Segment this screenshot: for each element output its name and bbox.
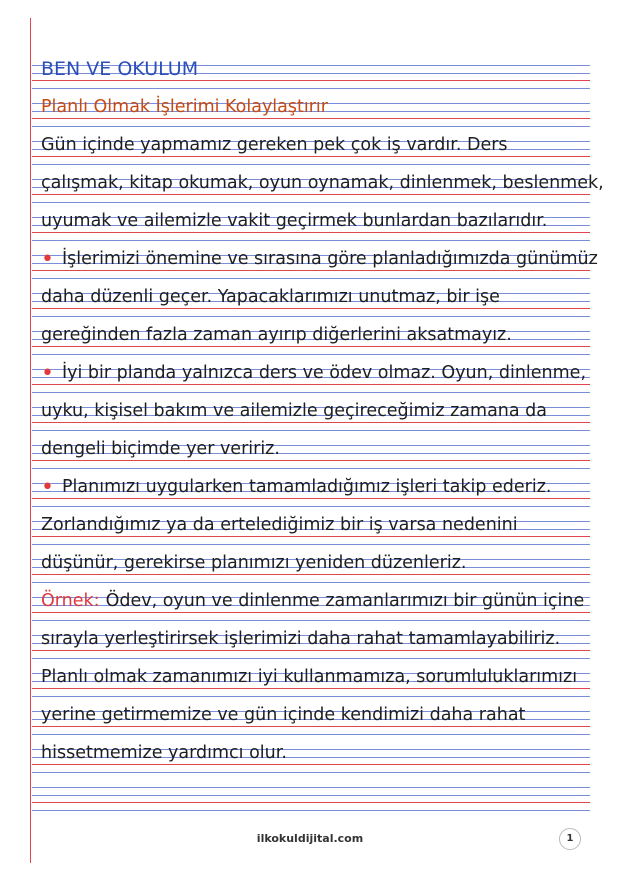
ruling-line-bottom <box>32 620 590 621</box>
example-text: Ödev, oyun ve dinlenme zamanlarımızı bir günün içine <box>105 591 585 611</box>
paragraph-line: sırayla yerleştirirsek işlerimizi daha rahat tamamlayabiliriz. <box>41 629 561 649</box>
ruling-baseline <box>32 80 590 81</box>
ruling-baseline <box>32 688 590 689</box>
ruling-baseline <box>32 802 590 803</box>
bullet-line <box>41 248 601 270</box>
ruling-line-bottom <box>32 354 590 355</box>
ruling-line-bottom <box>32 544 590 545</box>
paragraph-line: hissetmemize yardımcı olur. <box>41 743 287 763</box>
ruling-line-bottom <box>32 316 590 317</box>
paragraph-line: gereğinden fazla zaman ayırıp diğerlerini aksatmayız. <box>41 325 512 345</box>
ruling-line-bottom <box>32 468 590 469</box>
ruling-line-mid <box>32 795 590 796</box>
page-title: BEN VE OKULUM <box>41 58 199 80</box>
paragraph-line: Gün içinde yapmamız gereken pek çok iş vardır. Ders <box>41 135 508 155</box>
paragraph-line: yerine getirmemize ve gün içinde kendimizi daha rahat <box>41 705 526 725</box>
ruling-baseline <box>32 194 590 195</box>
ruling-baseline <box>32 574 590 575</box>
bullet-text: Planımızı uygularken tamamladığımız işleri takip ederiz. <box>61 477 552 497</box>
ruling-baseline <box>32 612 590 613</box>
page-number-badge: 1 <box>559 828 581 850</box>
bullet-dot-icon: • <box>41 247 54 272</box>
bullet-text: İyi bir planda yalnızca ders ve ödev olmaz. Oyun, dinlenme, <box>61 363 587 383</box>
footer-website: ilkokuldijital.com <box>256 832 364 845</box>
ruling-line-bottom <box>32 772 590 773</box>
ruling-line-bottom <box>32 278 590 279</box>
paragraph-line: dengeli biçimde yer veririz. <box>41 439 280 459</box>
bullet-line <box>41 476 601 498</box>
ruling-line-bottom <box>32 430 590 431</box>
paragraph-line: çalışmak, kitap okumak, oyun oynamak, dinlenmek, beslenmek, <box>41 173 604 193</box>
ruling-baseline <box>32 422 590 423</box>
ruling-line-bottom <box>32 810 590 811</box>
ruling-line-bottom <box>32 696 590 697</box>
ruling-line-bottom <box>32 88 590 89</box>
bullet-dot-icon: • <box>41 475 54 500</box>
paragraph-line: uyumak ve ailemizle vakit geçirmek bunlardan bazılarıdır. <box>41 211 548 231</box>
ruling-baseline <box>32 118 590 119</box>
bullet-line <box>41 362 601 384</box>
ruling-baseline <box>32 156 590 157</box>
ruling-line-bottom <box>32 506 590 507</box>
ruling-baseline <box>32 650 590 651</box>
ruling-baseline <box>32 308 590 309</box>
paragraph-line: düşünür, gerekirse planımızı yeniden düzenleriz. <box>41 553 467 573</box>
ruling-line-bottom <box>32 658 590 659</box>
ruling-line-bottom <box>32 392 590 393</box>
ruling-baseline <box>32 536 590 537</box>
paragraph-line: daha düzenli geçer. Yapacaklarımızı unutmaz, bir işe <box>41 287 500 307</box>
ruling-baseline <box>32 270 590 271</box>
ruling-line-bottom <box>32 202 590 203</box>
example-line <box>41 590 601 612</box>
ruling-line-bottom <box>32 240 590 241</box>
paragraph-line: Zorlandığımız ya da ertelediğimiz bir iş varsa nedenini <box>41 515 518 535</box>
ruling-baseline <box>32 460 590 461</box>
ruling-baseline <box>32 726 590 727</box>
ruling-baseline <box>32 498 590 499</box>
ruling-line-bottom <box>32 734 590 735</box>
ruling-line-top <box>32 787 590 788</box>
paragraph-line: Planlı olmak zamanımızı iyi kullanmamıza, sorumluluklarımızı <box>41 667 578 687</box>
ruling-baseline <box>32 346 590 347</box>
paragraph-line: uyku, kişisel bakım ve ailemizle geçireceğimiz zamana da <box>41 401 548 421</box>
bullet-dot-icon: • <box>41 361 54 386</box>
ruling-line-bottom <box>32 126 590 127</box>
margin-line <box>30 18 31 863</box>
bullet-text: İşlerimizi önemine ve sırasına göre planladığımızda günümüz <box>61 249 598 269</box>
ruling-line-bottom <box>32 582 590 583</box>
ruling-baseline <box>32 232 590 233</box>
subtitle: Planlı Olmak İşlerimi Kolaylaştırır <box>41 97 328 117</box>
example-label: Örnek: <box>41 591 100 611</box>
ruling-baseline <box>32 764 590 765</box>
ruling-line-bottom <box>32 164 590 165</box>
ruling-baseline <box>32 384 590 385</box>
